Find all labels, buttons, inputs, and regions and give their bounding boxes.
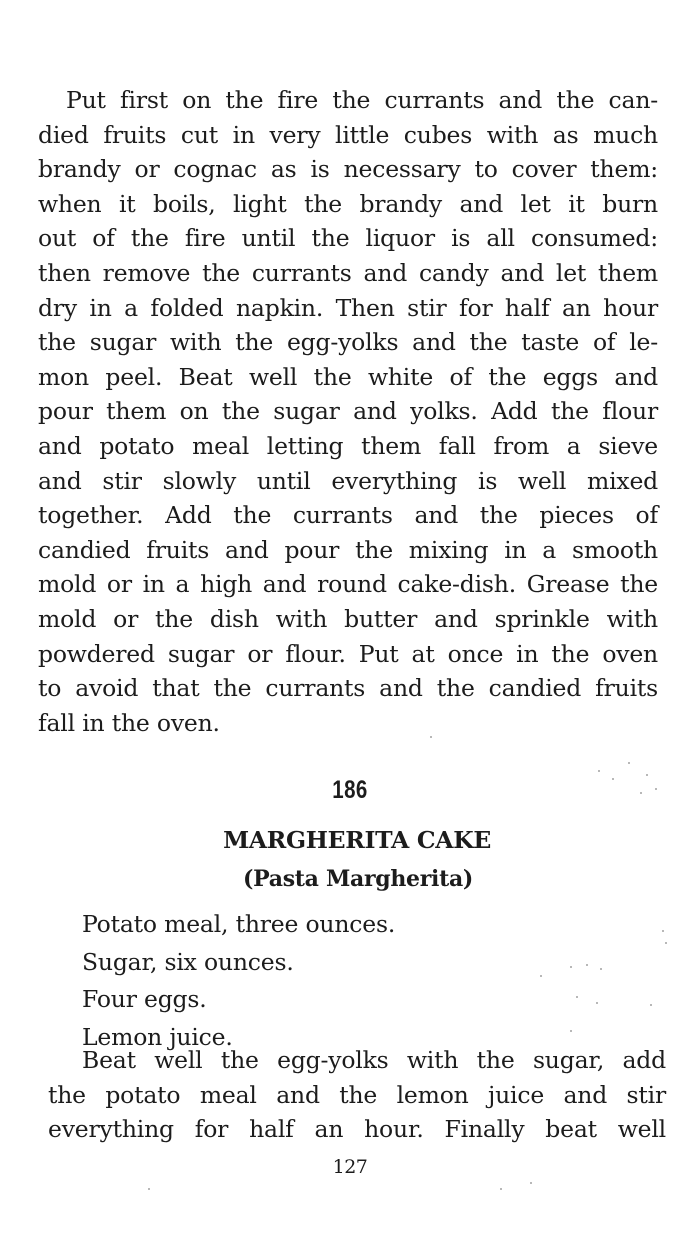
paragraph-line: and potato meal letting them fall from a sieve (38, 431, 658, 460)
ingredient-item: Lemon juice. (82, 1022, 233, 1051)
scan-speck (612, 778, 614, 780)
paragraph-line: brandy or cognac as is necessary to cover them: (38, 155, 658, 184)
paragraph-line: mon peel. Beat well the white of the eggs and (38, 362, 658, 391)
recipe-subtitle: (Pasta Margherita) (242, 866, 474, 892)
paragraph-line: then remove the currants and candy and let them (38, 258, 658, 287)
scan-speck (586, 964, 588, 966)
recipe-title: MARGHERITA CAKE (223, 826, 491, 854)
scan-speck (640, 792, 642, 794)
paragraph-line: when it boils, light the brandy and let it burn (38, 189, 658, 218)
scan-speck (600, 968, 602, 970)
scan-speck (655, 788, 657, 790)
paragraph-line: dry in a folded napkin. Then stir for half an hour (38, 293, 658, 322)
scan-speck (665, 942, 667, 944)
paragraph-line: fall in the oven. (38, 708, 220, 737)
scan-speck (500, 1188, 502, 1190)
paragraph-line: to avoid that the currants and the candied fruits (38, 674, 658, 703)
scan-speck (570, 1030, 572, 1032)
paragraph-line: candied fruits and pour the mixing in a smooth (38, 535, 658, 564)
method-line: Beat well the egg-yolks with the sugar, add (82, 1046, 666, 1074)
scan-speck (570, 966, 572, 968)
paragraph-line: together. Add the currants and the pieces of (38, 501, 658, 530)
scan-speck (596, 1002, 598, 1004)
scan-speck (662, 930, 664, 932)
method-line: everything for half an hour. Finally beat well (48, 1115, 666, 1144)
paragraph-line: pour them on the sugar and yolks. Add the flour (38, 397, 658, 426)
scan-speck (148, 1188, 150, 1190)
scan-speck (430, 736, 432, 738)
scan-speck (576, 996, 578, 998)
scan-speck (598, 770, 600, 772)
page-number: 127 (332, 1156, 368, 1178)
ingredient-list (82, 906, 395, 1056)
paragraph-line: Put first on the fire the currants and the can- (66, 86, 658, 114)
paragraph-line: mold or the dish with butter and sprinkle with (38, 604, 658, 633)
scan-speck (650, 1004, 652, 1006)
first-paragraph (38, 83, 658, 740)
ingredient-item: Potato meal, three ounces. (82, 910, 396, 938)
scan-speck (530, 1182, 532, 1184)
method-paragraph (48, 1043, 666, 1147)
paragraph-line: the sugar with the egg-yolks and the taste of le- (38, 328, 658, 357)
ingredient-item: Four eggs. (82, 985, 207, 1013)
paragraph-line: out of the fire until the liquor is all consumed: (38, 224, 658, 253)
scan-speck (540, 975, 542, 977)
method-line: the potato meal and the lemon juice and stir (48, 1080, 666, 1109)
scan-speck (646, 774, 648, 776)
paragraph-line: mold or in a high and round cake-dish. Grease the (38, 570, 658, 599)
ingredient-item: Sugar, six ounces. (82, 947, 294, 976)
scan-speck (628, 762, 630, 764)
paragraph-line: powdered sugar or flour. Put at once in the oven (38, 639, 658, 668)
paragraph-line: died fruits cut in very little cubes with as much (38, 120, 658, 149)
recipe-number: 186 (332, 776, 368, 804)
paragraph-line: and stir slowly until everything is well mixed (38, 466, 658, 495)
